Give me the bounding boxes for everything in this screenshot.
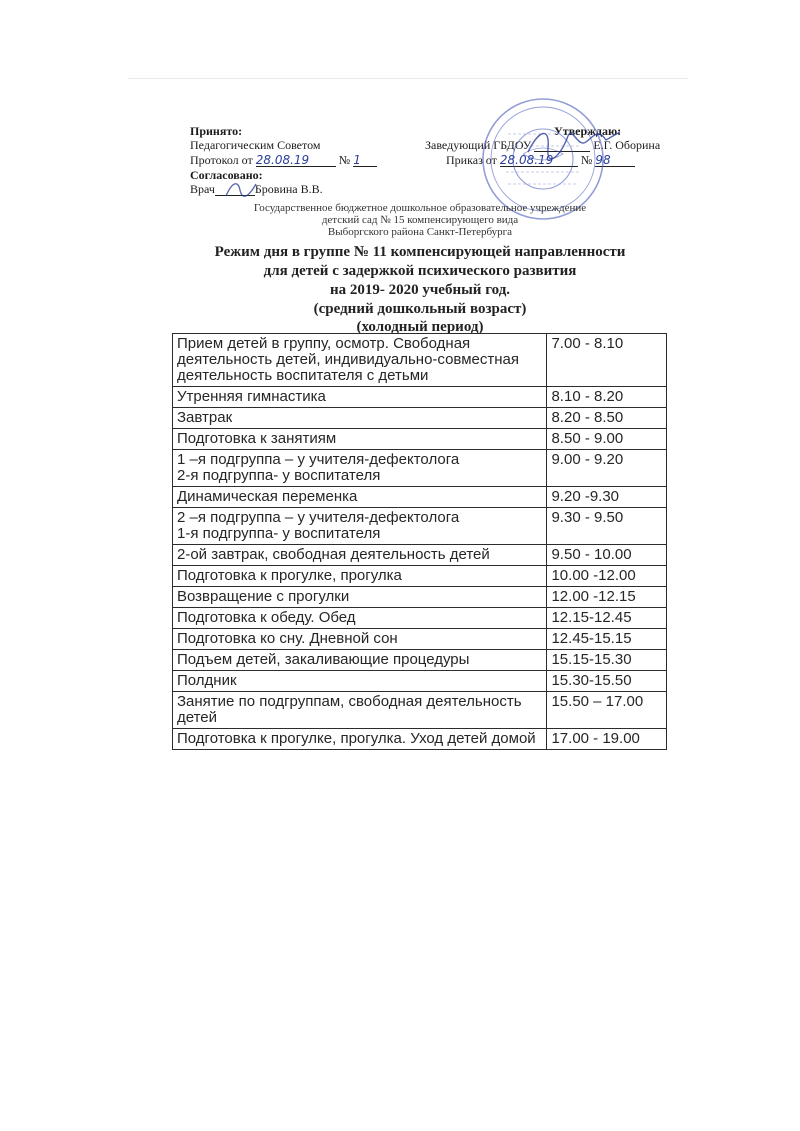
time-cell: 9.20 -9.30 [547,487,667,508]
time-cell: 15.30-15.50 [547,671,667,692]
table-row [173,629,667,650]
table-row [173,508,667,545]
accepted-protocol [190,153,377,167]
time-cell: 7.00 - 8.10 [547,334,667,387]
activity-cell: 1 –я подгруппа – у учителя-дефектолога 2-я подгруппа- у воспитателя [173,450,547,487]
table-row [173,387,667,408]
schedule-body [173,334,667,750]
table-row [173,545,667,566]
order-prefix: Приказ от [446,153,497,167]
order-date: 28.08.19 [499,153,554,167]
time-cell: 17.00 - 19.00 [547,729,667,750]
table-row [173,334,667,387]
activity-cell: Подготовка к обеду. Обед [173,608,547,629]
table-row [173,566,667,587]
protocol-prefix: Протокол от [190,153,253,167]
activity-cell: Подготовка к прогулке, прогулка [173,566,547,587]
agreed-label: Согласовано: [190,168,263,182]
table-row [173,650,667,671]
title-line-1: Режим дня в группе № 11 компенсирующей направленности [214,244,626,260]
approved-label: Утверждаю: [554,124,622,138]
title-line-2: для детей с задержкой психического развития [263,263,577,279]
table-row [173,408,667,429]
activity-cell: Завтрак [173,408,547,429]
title-line-4: (средний дошкольный возраст) [313,301,527,317]
table-row [173,487,667,508]
order-no-label: № [580,153,593,167]
time-cell: 8.50 - 9.00 [547,429,667,450]
time-cell: 9.00 - 9.20 [547,450,667,487]
accepted-body: Педагогическим Советом [190,138,321,152]
activity-cell: Подготовка ко сну. Дневной сон [173,629,547,650]
activity-cell: Подготовка к прогулке, прогулка. Уход детей домой [173,729,547,750]
time-cell: 8.10 - 8.20 [547,387,667,408]
activity-cell: Полдник [173,671,547,692]
org-line-3: Выборгского района Санкт-Петербурга [327,226,513,238]
table-row [173,450,667,487]
activity-cell: Подготовка к занятиям [173,429,547,450]
table-row [173,692,667,729]
activity-cell: Прием детей в группу, осмотр. Свободная деятельность детей, индивидуально-совместная деятельность воспитателя с детьми [173,334,547,387]
time-cell: 12.15-12.45 [547,608,667,629]
protocol-date: 28.08.19 [255,153,310,167]
doctor-label: Врач [190,182,215,196]
scan-edge-line [128,78,688,79]
time-cell: 15.50 – 17.00 [547,692,667,729]
time-cell: 12.00 -12.15 [547,587,667,608]
org-line-2: детский сад № 15 компенсирующего вида [321,214,519,226]
protocol-date-field [256,153,336,167]
head-signature-icon [520,118,640,168]
protocol-no-field [353,153,377,167]
time-cell: 15.15-15.30 [547,650,667,671]
activity-cell: Возвращение с прогулки [173,587,547,608]
activity-cell: 2 –я подгруппа – у учителя-дефектолога 1-я подгруппа- у воспитателя [173,508,547,545]
title-line-5: (холодный период) [356,319,484,335]
table-row [173,429,667,450]
table-row [173,671,667,692]
activity-cell: Динамическая переменка [173,487,547,508]
table-row [173,608,667,629]
title-line-3: на 2019- 2020 учебный год. [329,282,511,298]
doctor-signature-icon [222,176,262,202]
accepted-label: Принято: [190,124,243,138]
time-cell: 9.30 - 9.50 [547,508,667,545]
activity-cell: 2-ой завтрак, свободная деятельность детей [173,545,547,566]
activity-cell: Занятие по подгруппам, свободная деятельность детей [173,692,547,729]
time-cell: 12.45-15.15 [547,629,667,650]
activity-cell: Утренняя гимнастика [173,387,547,408]
head-name: Е.Г. Оборина [593,138,661,152]
doctor-name: Бровина В.В. [254,182,323,196]
org-line-1: Государственное бюджетное дошкольное образовательное учреждение [253,202,587,214]
time-cell: 9.50 - 10.00 [547,545,667,566]
table-row [173,587,667,608]
order-no: 98 [595,153,611,167]
schedule-table [172,333,667,750]
head-label: Заведующий ГБДОУ [425,138,532,152]
protocol-no: 1 [353,153,361,167]
activity-cell: Подъем детей, закаливающие процедуры [173,650,547,671]
time-cell: 10.00 -12.00 [547,566,667,587]
protocol-no-label: № [338,153,351,167]
time-cell: 8.20 - 8.50 [547,408,667,429]
table-row [173,729,667,750]
